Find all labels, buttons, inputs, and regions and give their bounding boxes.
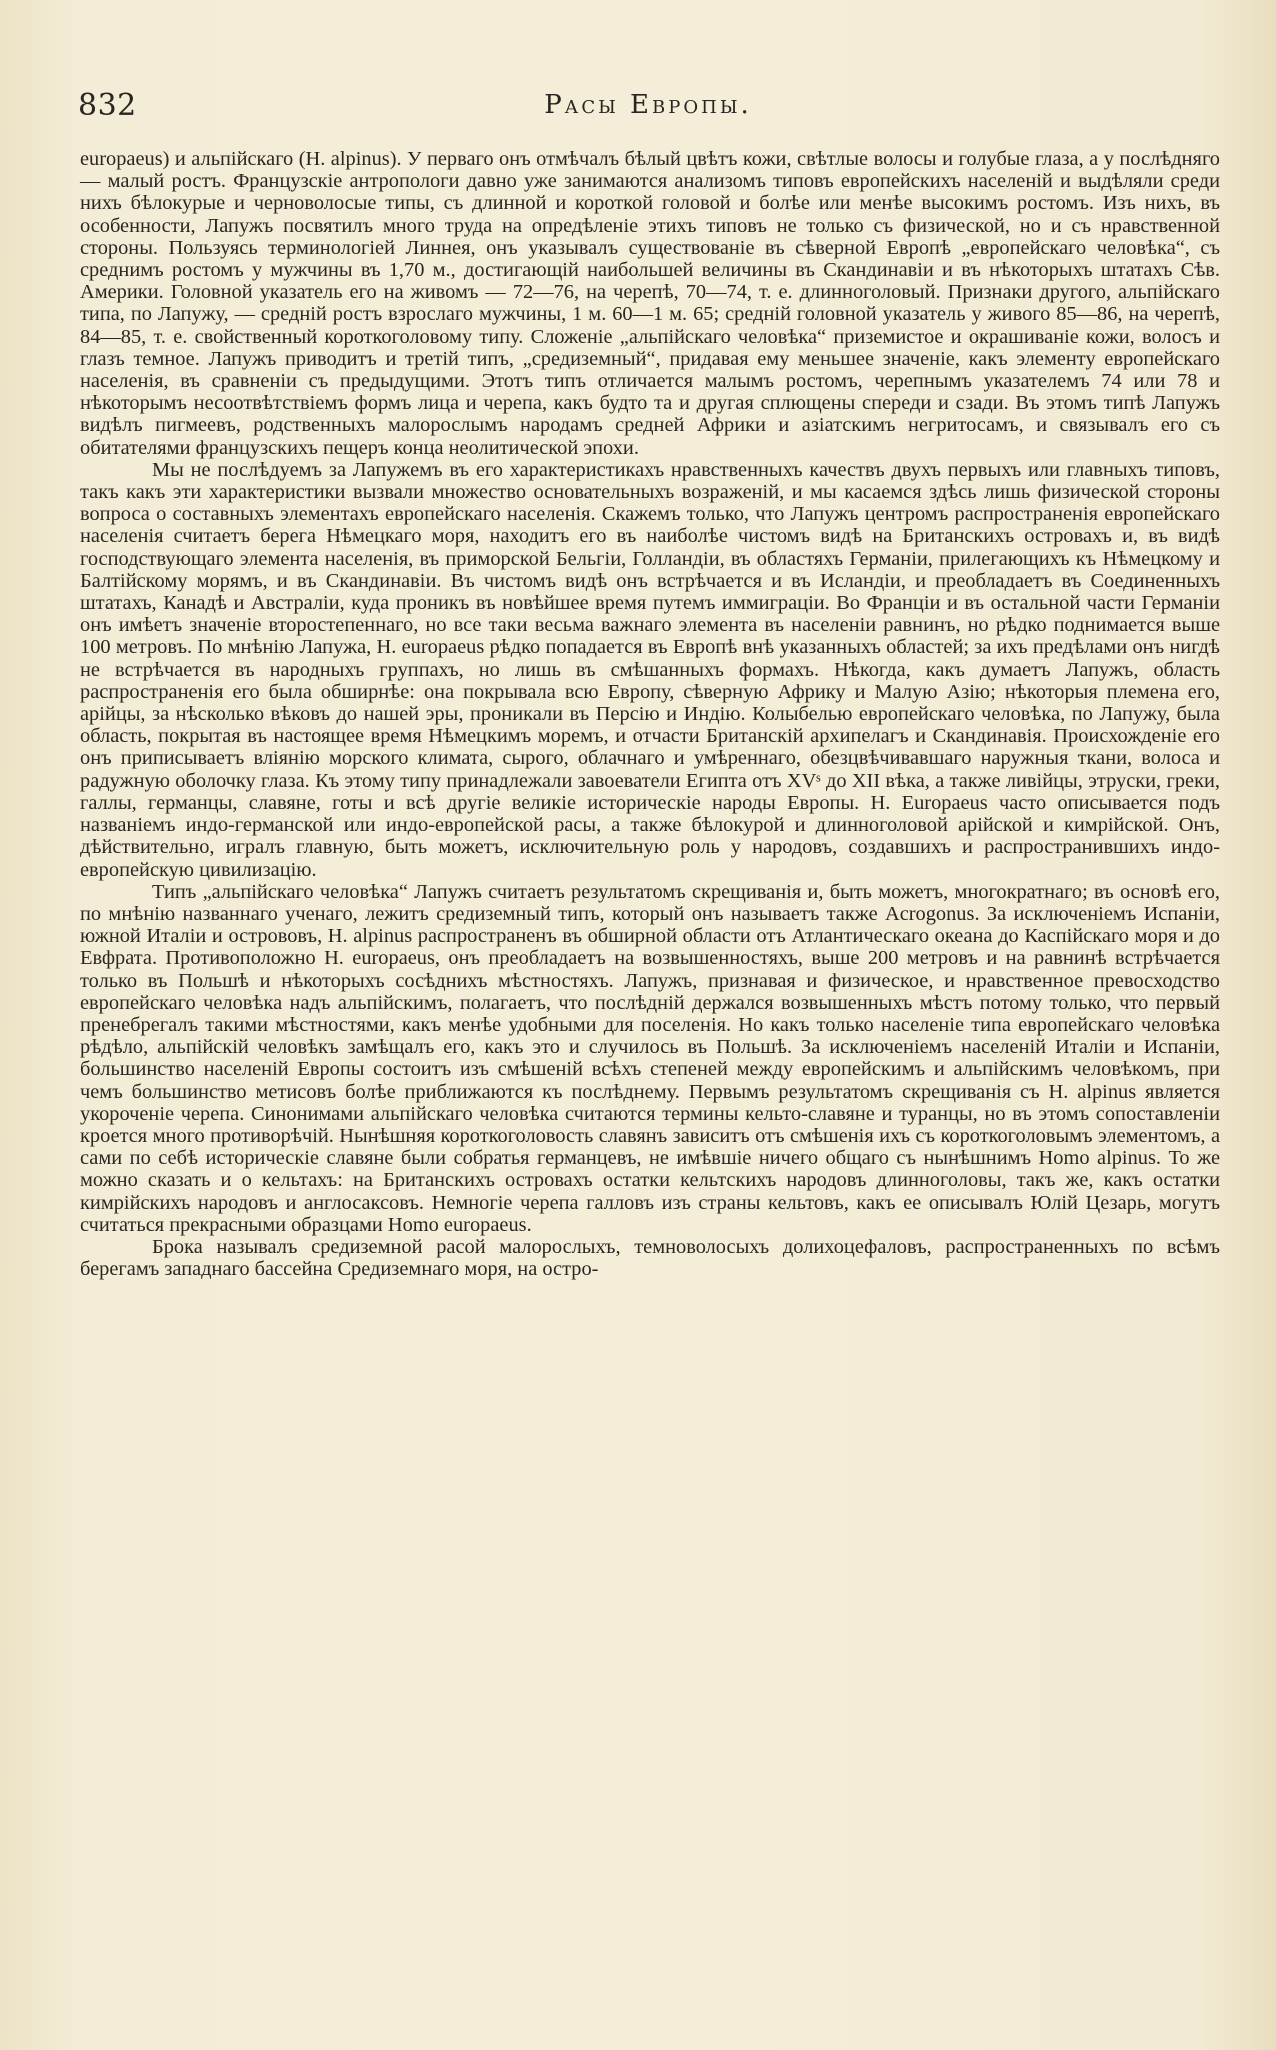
- page-header: [78, 88, 1218, 128]
- page-number: 832: [78, 88, 137, 123]
- paragraph-1: europaeus) и альпійскаго (H. alpinus). У перваго онъ отмѣчалъ бѣлый цвѣтъ кожи, свѣтлые волосы и голубые глаза, а у послѣдняго — малый ростъ. Французскіе антропологи давно уже занимаются анализомъ типовъ европейскихъ населеній и выдѣляли среди нихъ бѣлокурые и черноволосые типы, съ длинной и короткой головой и болѣе или менѣе высокимъ ростомъ. Изъ нихъ, въ особенности, Лапужъ посвятилъ много труда на опредѣленіе этихъ типовъ не только съ физической, но и съ нравственной стороны. Пользуясь терминологіей Линнея, онъ указывалъ существованіе въ сѣверной Европѣ „европейскаго человѣка“, съ среднимъ ростомъ у мужчины въ 1,70 м., достигающій наибольшей величины въ Скандинавіи и въ нѣкоторыхъ штатахъ Сѣв. Америки. Головной указатель его на живомъ — 72—76, на черепѣ, 70—74, т. е. длинноголовый. Признаки другого, альпійскаго типа, по Лапужу, — средній ростъ взрослаго мужчины, 1 м. 60—1 м. 65; средній головной указатель у живого 85—86, на черепѣ, 84—85, т. е. свойственный короткоголовому типу. Сложеніе „альпійскаго человѣка“ приземистое и окрашиваніе кожи, волосъ и глазъ темное. Лапужъ приводитъ и третій типъ, „средиземный“, придавая ему меньшее значеніе, какъ элементу европейскаго населенія, въ сравненіи съ предыдущими. Этотъ типъ отличается малымъ ростомъ, черепнымъ указателемъ 74 или 78 и нѣкоторымъ несоотвѣтствіемъ формъ лица и черепа, какъ будто та и другая сплющены спереди и сзади. Въ этомъ типѣ Лапужъ видѣлъ пигмеевъ, родственныхъ малорослымъ народамъ средней Африки и азіатскимъ негритосамъ, и связывалъ его съ обитателями французскихъ пещеръ конца неолитической эпохи.: [80, 148, 1220, 459]
- paragraph-3: Типъ „альпійскаго человѣка“ Лапужъ считаетъ результатомъ скрещиванія и, быть можетъ, многократнаго; въ основѣ его, по мнѣнію названнаго ученаго, лежитъ средиземный типъ, который онъ называетъ также Acrogonus. За исключеніемъ Испаніи, южной Италіи и острововъ, H. alpinus распространенъ въ обширной области отъ Атлантическаго океана до Каспійскаго моря и до Евфрата. Противоположно H. europaeus, онъ преобладаетъ на возвышенностяхъ, выше 200 метровъ и на равнинѣ встрѣчается только въ Польшѣ и нѣкоторыхъ сосѣднихъ мѣстностяхъ. Лапужъ, признавая и физическое, и нравственное превосходство европейскаго человѣка надъ альпійскимъ, полагаетъ, что послѣдній держался возвышенныхъ мѣстъ потому только, что первый пренебрегалъ такими мѣстностями, какъ менѣе удобными для поселенія. Но какъ только населеніе типа европейскаго человѣка рѣдѣло, альпійскій человѣкъ замѣщалъ его, какъ это и случилось въ Польшѣ. За исключеніемъ населеній Италіи и Испаніи, большинство населеній Европы состоитъ изъ смѣшеній всѣхъ степеней между европейскимъ и альпійскимъ человѣкомъ, при чемъ большинство метисовъ болѣе приближаются къ послѣднему. Первымъ результатомъ скрещиванія съ H. alpinus является укороченіе черепа. Синонимами альпійскаго человѣка считаются термины кельто-славяне и туранцы, но въ этомъ сопоставленіи кроется много противорѣчій. Нынѣшняя короткоголовость славянъ зависитъ отъ смѣшенія ихъ съ короткоголовымъ элементомъ, а сами по себѣ историческіе славяне были собратья германцевъ, не имѣвшіе ничего общаго съ нынѣшнимъ Homo alpinus. То же можно сказать и о кельтахъ: на Британскихъ островахъ остатки кельтскихъ народовъ длинноголовы, такъ же, какъ остатки кимрійскихъ народовъ и англосаксовъ. Немногіе черепа галловъ изъ страны кельтовъ, какъ ее описывалъ Юлій Цезарь, могутъ считаться прекрасными образцами Homo europaeus.: [80, 880, 1220, 1236]
- body-text: [80, 148, 1220, 1280]
- paragraph-4: Брока называлъ средиземной расой малорослыхъ, темноволосыхъ долихоцефаловъ, распространенныхъ по всѣмъ берегамъ западнаго бассейна Средиземнаго моря, на остро-: [80, 1235, 1220, 1281]
- paragraph-2: Мы не послѣдуемъ за Лапужемъ въ его характеристикахъ нравственныхъ качествъ двухъ первыхъ или главныхъ типовъ, такъ какъ эти характеристики вызвали множество основательныхъ возраженій, и мы касаемся здѣсь лишь физической стороны вопроса о составныхъ элементахъ европейскаго населенія. Скажемъ только, что Лапужъ центромъ распространенія европейскаго населенія считаетъ берега Нѣмецкаго моря, находитъ его въ наиболѣе чистомъ видѣ на Британскихъ островахъ и, въ видѣ господствующаго элемента населенія, въ приморской Бельгіи, Голландіи, въ областяхъ Германіи, прилегающихъ къ Нѣмецкому и Балтійскому морямъ, и въ Скандинавіи. Въ чистомъ видѣ онъ встрѣчается и въ Исландіи, и преобладаетъ въ Соединенныхъ штатахъ, Канадѣ и Австраліи, куда проникъ въ новѣйшее время путемъ иммиграціи. Во Франціи и въ остальной части Германіи онъ имѣетъ значеніе второстепеннаго, но все таки весьма важнаго элемента въ населеніи равнинъ, но рѣдко поднимается выше 100 метровъ. По мнѣнію Лапужа, H. europaeus рѣдко попадается въ Европѣ внѣ указанныхъ областей; за ихъ предѣлами онъ нигдѣ не встрѣчается въ народныхъ группахъ, но лишь въ смѣшанныхъ формахъ. Нѣкогда, какъ думаетъ Лапужъ, область распространенія его была обширнѣе: она покрывала всю Европу, сѣверную Африку и Малую Азію; нѣкоторыя племена его, арійцы, за нѣсколько вѣковъ до нашей эры, проникали въ Персію и Индію. Колыбелью европейскаго человѣка, по Лапужу, была область, покрытая въ настоящее время Нѣмецкимъ моремъ, и отчасти Британскій архипелагъ и Скандинавія. Происхожденіе его онъ приписываетъ вліянію морского климата, сырого, облачнаго и умѣреннаго, обезцвѣчивавшаго наружныя ткани, волоса и радужную оболочку глаза. Къ этому типу принадлежали завоеватели Египта отъ XVˢ до XII вѣка, а также ливійцы, этруски, греки, галлы, германцы, славяне, готы и всѣ другіе великіе историческіе народы Европы. H. Europaeus часто описывается подъ названіемъ индо-германской или индо-европейской расы, а также бѣлокурой и длинноголовой арійской и кимрійской. Онъ, дѣйствительно, игралъ главную, быть можетъ, исключительную роль у народовъ, создавшихъ и распространившихъ индо-европейскую цивилизацію.: [80, 458, 1220, 881]
- running-title: Расы Европы.: [544, 90, 752, 120]
